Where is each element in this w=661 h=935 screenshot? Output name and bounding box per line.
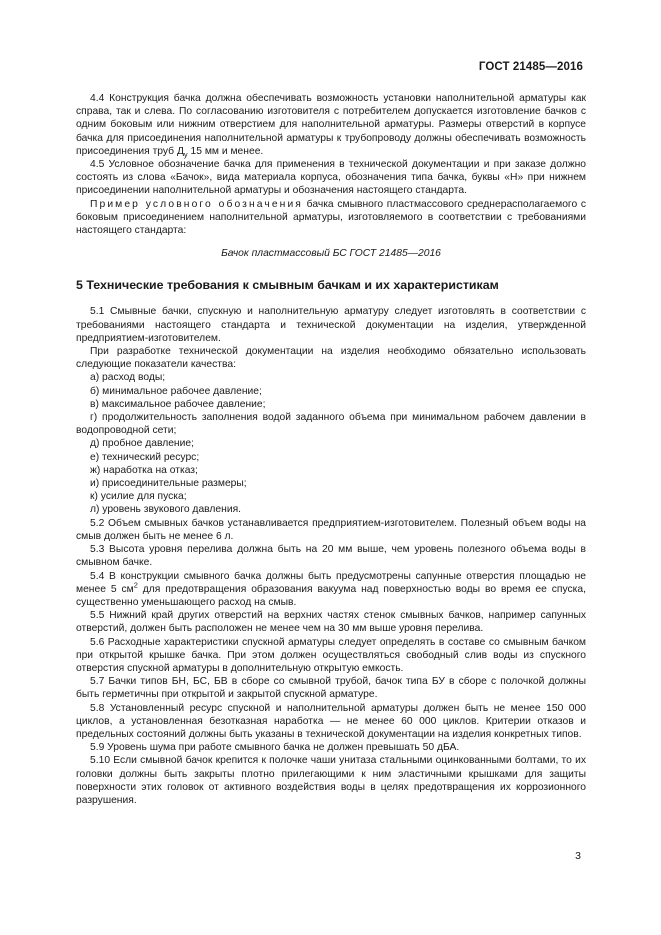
section-5-title: 5 Технические требования к смывным бачкам и их характеристикам [76,278,499,293]
standard-code: ГОСТ 21485—2016 [478,61,583,73]
paragraph-5-9: 5.9 Уровень шума при работе смывного бачка не должен превышать 50 дБА. [90,742,460,754]
list-item: б) минимальное рабочее давление; [90,385,262,397]
page-content [76,92,586,807]
list-item: в) максимальное рабочее давление; [90,398,266,410]
paragraph-5-4: 5.4 В конструкции смывного бачка должны быть предусмотрены сапунные отверстия площадью не менее 5 $см^2$ для предотвращения образования вакуума над поверхностью воды во время ее спуска, существенно уменьшающего расход на смыв. [76,570,587,608]
example-paragraph: Пример условного обозначения бачка смывного пластмассового среднерасполагаемого с боковым присоединением наполнительной арматуры, изготовляемого в соответствии с требованиями настоящего стандарта: [76,198,587,237]
list-item: и) присоединительные размеры; [90,478,247,490]
list-item: к) усилие для пуска; [90,491,187,503]
example-lead: Пример условного обозначения [90,198,303,210]
paragraph-5-3: 5.3 Высота уровня перелива должна быть на 20 мм выше, чем уровень полезного объема воды в смывном бачке. [76,544,586,569]
paragraph-4-4: 4.4 Конструкция бачка должна обеспечивать возможность установки наполнительной арматуры как справа, так и слева. По согласованию изготовителя с потребителем допускается изготовление бачков с одним боковым или нижним отверстием для наполнительной арматуры. Размеры отверстий в корпусе бачка для присоединения наполнительной арматуры к трубопроводу должны обеспечивать возможность присоединения труб $Д_у$ 15 мм и менее. [76,93,586,159]
paragraph-5-5: 5.5 Нижний край других отверстий на верхних частях стенок смывных бачков, например сапунных отверстий, должен быть расположен не менее чем на 30 мм выше уровня перелива. [76,610,586,635]
paragraph-5-10: 5.10 Если смывной бачок крепится к полочке чаши унитаза стальными оцинкованными болтами, то их головки должны быть закрыты плотно прилегающими к ним эластичными крышками для защиты поверхности этих головок от активного воздействия воды в целях предотвращения их коррозионного разрушения. [76,755,586,806]
paragraph-5-2: 5.2 Объем смывных бачков устанавливается предприятием-изготовителем. Полезный объем воды на смыв должен быть не менее 6 л. [76,517,586,542]
paragraph-5-7: 5.7 Бачки типов БН, БС, БВ в сборе со смывной трубой, бачок типа БУ в сборе с полочкой должны быть герметичны при открытой и закрытой спускной арматуре. [76,676,586,701]
page-number: 3 [575,850,581,862]
paragraph-5-1-quality: При разработке технической документации на изделия необходимо обязательно использовать следующие показатели качества: [76,346,586,371]
paragraph-4-5: 4.5 Условное обозначение бачка для применения в технической документации и при заказе должно состоять из слова «Бачок», вида материала корпуса, обозначения типа бачка, буквы «Н» при нижнем присоединении наполнительной арматуры и обозначения настоящего стандарта. [76,159,586,197]
list-item: г) продолжительность заполнения водой заданного объема при минимальном рабочем давлении в водопроводной сети; [76,412,586,437]
paragraph-5-6: 5.6 Расходные характеристики спускной арматуры следует определять в составе со смывным бачком при открытой крышке бачка. При этом должен осуществляться свободный слив воды из спускного отверстия спускной арматуры в дополнительную открытую емкость. [76,636,586,674]
list-item: л) уровень звукового давления. [90,504,242,516]
list-item: ж) наработка на отказ; [90,464,198,476]
list-item: а) расход воды; [90,372,166,384]
paragraph-5-8: 5.8 Установленный ресурс спускной и наполнительной арматуры должен быть не менее 150 000 циклов, а установленная безотказная наработка — не менее 60 000 циклов. Критерии отказов и предельных состояний должны быть указаны в технической документации на изделия конкретных типов. [76,702,586,740]
list-item: е) технический ресурс; [90,451,200,463]
paragraph-5-1: 5.1 Смывные бачки, спускную и наполнительную арматуру следует изготовлять в соответствии с требованиями настоящего стандарта и технической документации на изделия, утвержденной предприятием-изготовителем. [76,306,586,344]
example-designation: Бачок пластмассовый БС ГОСТ 21485—2016 [221,248,441,260]
list-item: д) пробное давление; [90,438,194,450]
